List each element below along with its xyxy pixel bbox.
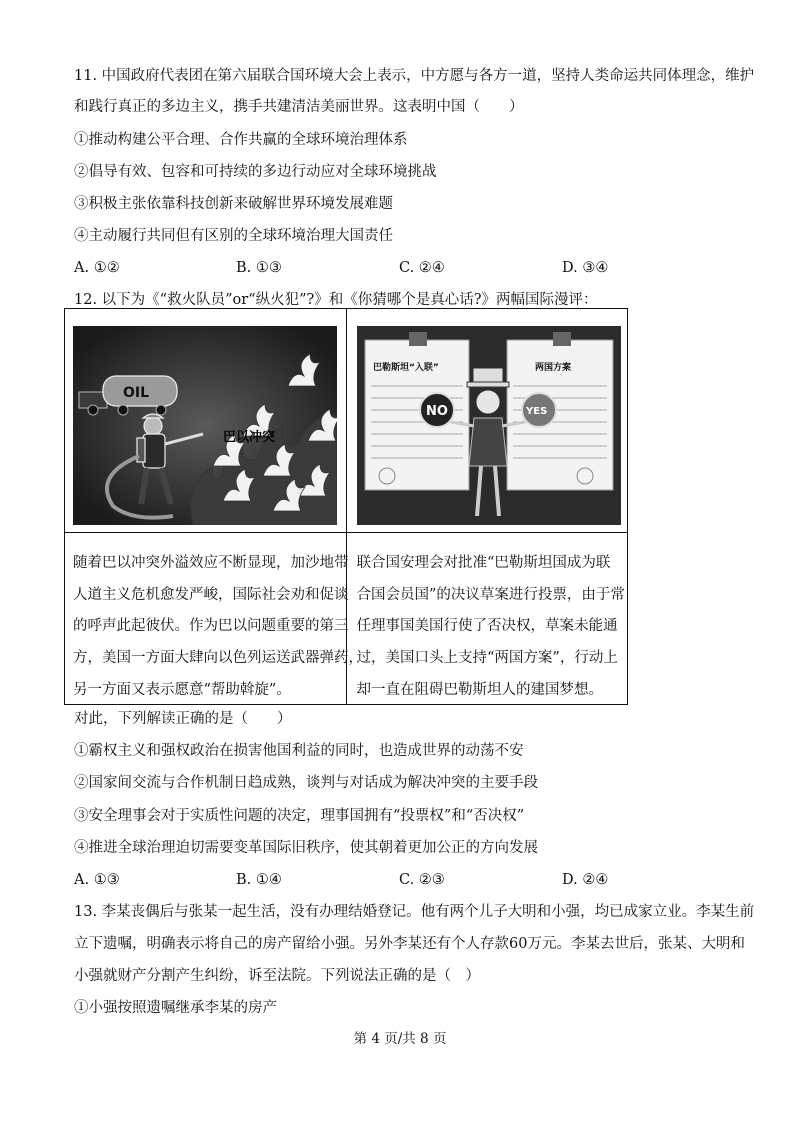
q12-item-2: ②国家间交流与合作机制日趋成熟，谈判与对话成为解决冲突的主要手段 — [74, 775, 538, 791]
q11-item-2: ②倡导有效、包容和可持续的多边行动应对全球环境挑战 — [74, 164, 437, 180]
q11-option-a: A. ①② — [74, 260, 120, 276]
cartoon-table — [64, 308, 628, 705]
left-caption-line-3: 的呼声此起彼伏。作为巴以问题重要的第三 — [73, 618, 349, 634]
cartoon-left-cell — [65, 309, 347, 533]
q12-item-4: ④推进全球治理迫切需要变革国际旧秩序，使其朝着更加公正的方向发展 — [74, 840, 538, 856]
doc-right-title: 两国方案 — [534, 363, 571, 373]
firefighter-cartoon-image — [73, 326, 337, 525]
q12-item-3: ③安全理事会对于实质性问题的决定，理事国拥有“投票权”和“否决权” — [74, 808, 525, 824]
yes-sign-label: YES — [525, 406, 547, 417]
oil-label: OIL — [123, 385, 150, 401]
q12-option-a: A. ①③ — [74, 872, 120, 888]
q11-stem-line1: 11. 中国政府代表团在第六届联合国环境大会上表示，中方愿与各方一道，坚持人类命运共同体理念，维护 — [74, 68, 755, 84]
cartoon-right-cell — [346, 309, 628, 533]
q12-prompt: 对此，下列解读正确的是（ ） — [74, 711, 292, 727]
right-caption-line-5: 却一直在阻碍巴勒斯坦人的建国梦想。 — [356, 682, 603, 698]
q12-option-c: C. ②③ — [399, 872, 445, 888]
left-caption-line-4: 方，美国一方面大肆向以色列运送武器弹药， — [73, 650, 363, 666]
q12-option-b: B. ①④ — [236, 872, 282, 888]
left-caption-line-1: 随着巴以冲突外溢效应不断显现，加沙地带 — [73, 555, 349, 571]
q11-item-4: ④主动履行共同但有区别的全球环境治理大国责任 — [74, 228, 393, 244]
q11-item-3: ③积极主张依靠科技创新来破解世界环境发展难题 — [74, 196, 393, 212]
q13-stem-line1: 13. 李某丧偶后与张某一起生活，没有办理结婚登记。他有两个儿子大明和小强，均已成家立业。李某生前 — [74, 904, 755, 920]
q12-intro: 12. 以下为《“救火队员”or“纵火犯”?》和《你猜哪个是真心话?》两幅国际漫评： — [74, 292, 598, 308]
q11-item-1: ①推动构建公平合理、合作共赢的全球环境治理体系 — [74, 132, 408, 148]
no-sign-label: NO — [425, 404, 448, 419]
q12-option-d: D. ②④ — [562, 872, 609, 888]
q11-option-b: B. ①③ — [236, 260, 282, 276]
q11-option-c: C. ②④ — [399, 260, 445, 276]
left-caption-line-5: 另一方面又表示愿意“帮助斡旋”。 — [73, 682, 291, 698]
right-caption-line-2: 合国会员国”的决议草案进行投票，由于常 — [356, 587, 625, 603]
q13-item-1: ①小强按照遗嘱继承李某的房产 — [74, 1000, 277, 1016]
right-caption-line-3: 任理事国美国行使了否决权，草案未能通 — [356, 618, 618, 634]
doc-left-title: 巴勒斯坦“入联” — [372, 363, 439, 373]
right-caption-line-4: 过，美国口头上支持“两国方案”，行动上 — [356, 650, 618, 666]
right-caption-line-1: 联合国安理会对批准“巴勒斯坦国成为联 — [356, 555, 611, 571]
cartoon-left-caption — [65, 533, 363, 705]
two-faced-cartoon-image — [357, 326, 621, 525]
q13-stem-line2: 立下遗嘱，明确表示将自己的房产留给小强。另外李某还有个人存款60万元。李某去世后，张某、大明和 — [74, 936, 745, 952]
conflict-label: 巴以冲突 — [223, 430, 276, 445]
left-caption-line-2: 人道主义危机愈发严峻，国际社会劝和促谈 — [73, 587, 349, 603]
q11-stem-line2: 和践行真正的多边主义，携手共建清洁美丽世界。这表明中国（ ） — [74, 99, 524, 115]
q12-item-1: ①霸权主义和强权政治在损害他国利益的同时，也造成世界的动荡不安 — [74, 743, 524, 759]
page-footer: 第 4 页/共 8 页 — [353, 1031, 447, 1047]
q13-stem-line3: 小强就财产分割产生纠纷，诉至法院。下列说法正确的是（ ） — [74, 968, 480, 984]
cartoon-right-caption — [346, 533, 628, 705]
q11-option-d: D. ③④ — [562, 260, 609, 276]
